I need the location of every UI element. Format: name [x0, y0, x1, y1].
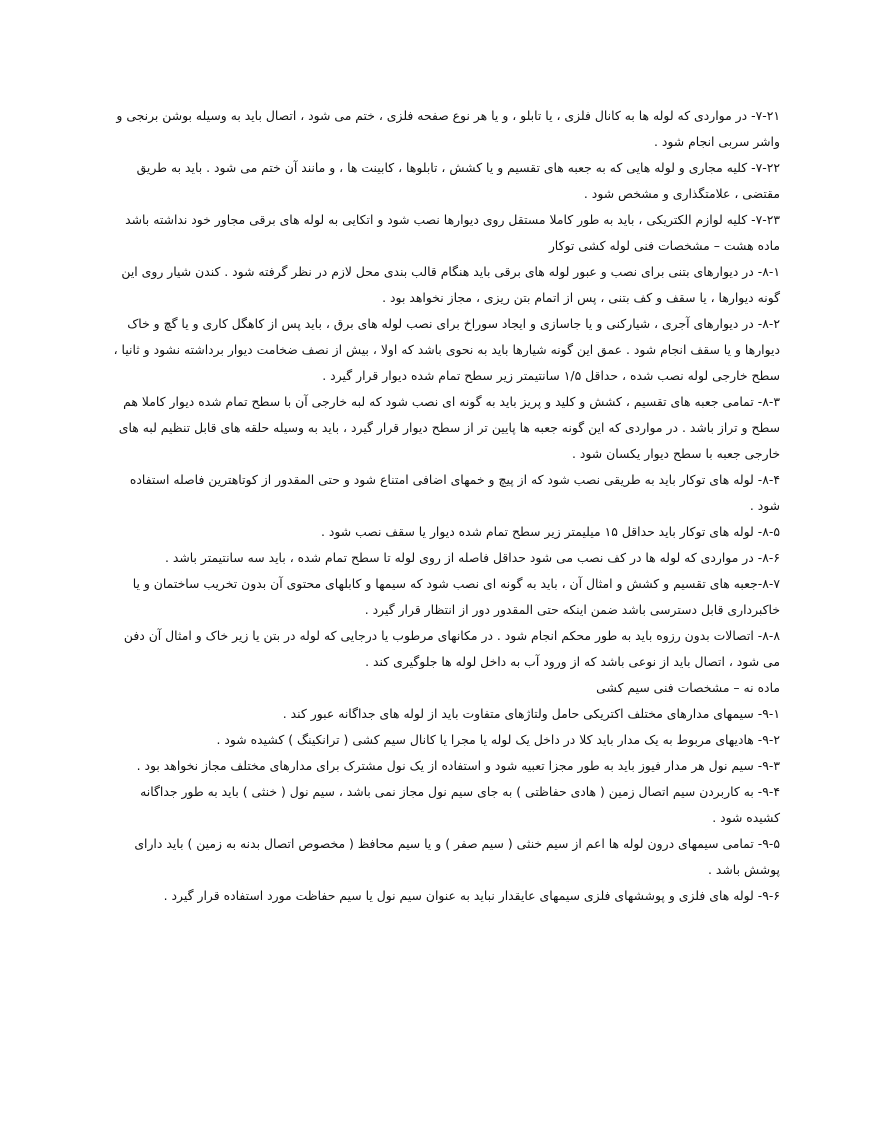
clause-9-5: ۹-۵- تمامی سیمهای درون لوله ها اعم از سیم خنثی ( سیم صفر ) و یا سیم محافظ ( مخصوص اتصال بدنه به زمین ) باید دارای پوشش باشد . — [134, 836, 780, 877]
clause-7-23: ۷-۲۳- کلیه لوازم الکتریکی ، باید به طور کاملا مستقل روی دیوارها نصب شود و اتکایی به لوله های برقی مجاور خود نداشته باشد — [125, 212, 780, 227]
clause-8-7: ۸-۷-جعبه های تقسیم و کشش و امثال آن ، باید به گونه ای نصب شود که سیمها و کابلهای محتوی آن بدون تخریب ساختمان و یا خاکبرداری قابل دسترسی باشد ضمن اینکه حتی المقدور دور از انتظار قرار گیرد . — [132, 576, 780, 617]
clause-7-22: ۷-۲۲- کلیه مجاری و لوله هایی که به جعبه های تقسیم و یا کشش ، تابلوها ، کابینت ها ، و مانند آن ختم می شود . باید به طریق مقتضی ، علامتگذاری و مشخص شود . — [136, 160, 780, 201]
clause-9-4: ۹-۴- به کاربردن سیم اتصال زمین ( هادی حفاظتی ) به جای سیم نول مجاز نمی باشد ، سیم نول ( خنثی ) باید به طور جداگانه کشیده شود . — [140, 784, 780, 825]
clause-8-4: ۸-۴- لوله های توکار باید به طریقی نصب شود که از پیچ و خمهای اضافی امتناع شود و حتی المقدور از کوتاهترین فاصله استفاده شود . — [129, 472, 780, 513]
article-8-heading: ماده هشت – مشخصات فنی لوله کشی توکار — [548, 238, 780, 253]
clause-9-3: ۹-۳- سیم نول هر مدار فیوز باید به طور مجزا تعبیه شود و استفاده از یک نول مشترک برای مدارهای مختلف مجاز نخواهد بود . — [136, 758, 780, 773]
clause-8-6: ۸-۶- در مواردی که لوله ها در کف نصب می شود حداقل فاصله از روی لوله تا سطح تمام شده ، باید سه سانتیمتر باشد . — [164, 550, 780, 565]
clause-8-8: ۸-۸- اتصالات بدون رزوه باید به طور محکم انجام شود . در مکانهای مرطوب یا درجایی که لوله در بتن یا زیر خاک و امثال آن دفن می شود ، اتصال باید از نوعی باشد که از ورود آب به داخل لوله ها جلوگیری کند . — [123, 628, 780, 669]
clause-8-5: ۸-۵- لوله های توکار باید حداقل ۱۵ میلیمتر زیر سطح تمام شده دیوار یا سقف نصب شود . — [320, 524, 780, 539]
article-9-heading: ماده نه – مشخصات فنی سیم کشی — [596, 680, 780, 695]
clause-9-2: ۹-۲- هادیهای مربوط به یک مدار باید کلا در داخل یک لوله یا مجرا یا کانال سیم کشی ( ترانکینگ ) کشیده شود . — [216, 732, 780, 747]
clause-8-2: ۸-۲- در دیوارهای آجری ، شیارکنی و یا جاسازی و ایجاد سوراخ برای نصب لوله های برق ، باید پس از کاهگل کاری و یا گچ و خاک دیوارها و یا سقف انجام شود . عمق این گونه شیارها باید به نحوی باشد که اولا ، بیش از نصف ضخامت دیوار برداشته نشود و ثانیا ، سطح خارجی لوله نصب شده ، حداقل ۱/۵ سانتیمتر زیر سطح تمام شده دیوار قرار گیرد . — [113, 316, 780, 383]
clause-7-21: ۷-۲۱- در مواردی که لوله ها به کانال فلزی ، یا تابلو ، و یا هر نوع صفحه فلزی ، ختم می شود ، اتصال باید به وسیله بوشن برنجی و واشر سربی انجام شود . — [116, 108, 780, 149]
clause-9-6: ۹-۶- لوله های فلزی و پوششهای فلزی سیمهای عایقدار نباید به عنوان سیم نول یا سیم حفاظت مورد استفاده قرار گیرد . — [163, 888, 780, 903]
clause-9-1: ۹-۱- سیمهای مدارهای مختلف اکتریکی حامل ولتاژهای متفاوت باید از لوله های جداگانه عبور کند . — [282, 706, 780, 721]
clause-8-1: ۸-۱- در دیوارهای بتنی برای نصب و عبور لوله های برقی باید هنگام قالب بندی محل لازم در نظر گرفته شود . کندن شیار روی این گونه دیوارها ، یا سقف و کف بتنی ، پس از اتمام بتن ریزی ، مجاز نخواهد بود . — [121, 264, 780, 305]
clause-8-3: ۸-۳- تمامی جعبه های تقسیم ، کشش و کلید و پریز باید به گونه ای نصب شود که لبه خارجی آن با سطح تمام شده دیوار کاملا هم سطح و تراز باشد . در مواردی که این گونه جعبه ها پایین تر از سطح دیوار قرار گیرد ، باید به وسیله حلقه های قابل تنظیم لبه های خارجی جعبه با سطح دیوار یکسان شود . — [118, 394, 780, 461]
document-page — [104, 103, 780, 909]
